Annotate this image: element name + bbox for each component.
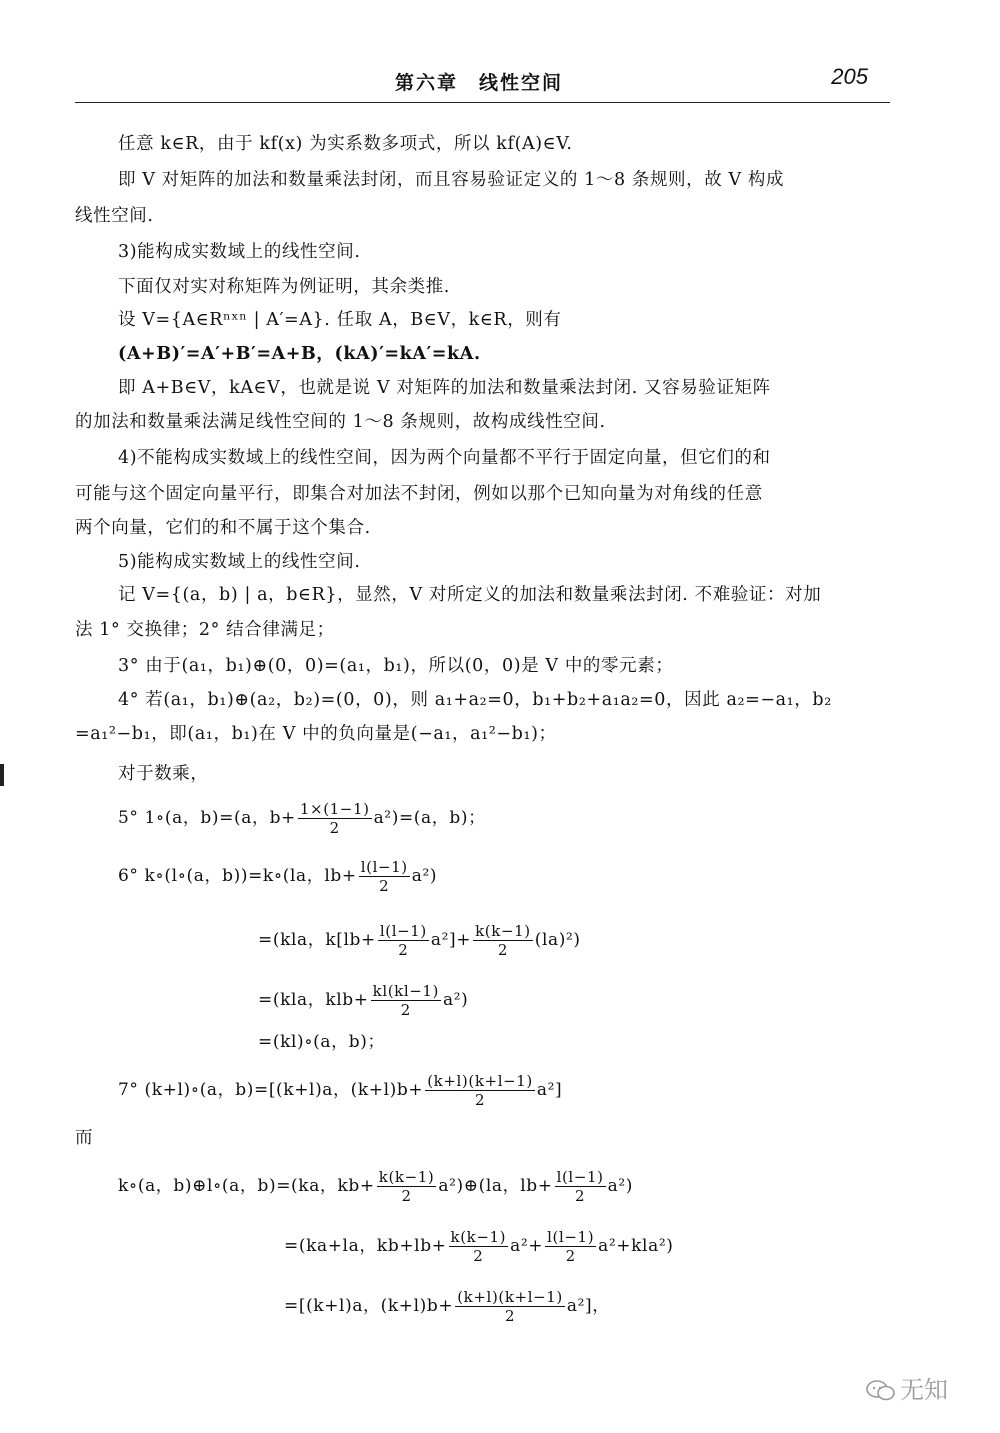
fraction-numerator: (k+l)(k+l−1): [427, 1072, 533, 1090]
math-text: k∘(a，b)⊕l∘(a，b)=(ka，kb+: [118, 1176, 375, 1196]
fraction: [473, 922, 533, 959]
math-text: a²)=(a，b)；: [373, 808, 486, 828]
fraction-numerator: k(k−1): [450, 1228, 507, 1246]
fraction-numerator: l(l−1): [556, 1168, 604, 1186]
math-text: 5° 1∘(a，b)=(a，b+: [118, 808, 296, 828]
math-text: a²): [607, 1176, 633, 1196]
text-line: 3° 由于(a₁，b₁)⊕(0，0)=(a₁，b₁)，所以(0，0)是 V 中的零元素；: [118, 656, 674, 676]
text-line: 4)不能构成实数域上的线性空间，因为两个向量都不平行于固定向量，但它们的和: [118, 448, 771, 468]
fraction-denominator: 2: [565, 1247, 576, 1265]
text-line: 法 1° 交换律；2° 结合律满足；: [75, 620, 335, 640]
text-line: 即 V 对矩阵的加法和数量乘法封闭，而且容易验证定义的 1～8 条规则，故 V 构成: [118, 170, 785, 190]
math-line-8c: [284, 1288, 610, 1325]
math-text: a²]+: [430, 930, 472, 950]
math-line-6c: [258, 982, 468, 1019]
fraction-denominator: 2: [497, 941, 508, 959]
text-line: 可能与这个固定向量平行，即集合对加法不封闭，例如以那个已知向量为对角线的任意: [75, 484, 763, 504]
fraction: [449, 1228, 509, 1265]
text-line: =a₁²−b₁，即(a₁，b₁)在 V 中的负向量是(−a₁，a₁²−b₁)；: [75, 724, 557, 744]
fraction: [377, 1168, 437, 1205]
text-line: (A+B)′=A′+B′=A+B，(kA)′=kA′=kA.: [118, 344, 481, 364]
math-line-6a: [118, 858, 437, 895]
math-text: 6° k∘(l∘(a，b))=k∘(la，lb+: [118, 866, 357, 886]
page-header: [75, 62, 890, 102]
text-line: 任意 k∈R，由于 kf(x) 为实系数多项式，所以 kf(A)∈V.: [118, 134, 573, 154]
fraction: [545, 1228, 596, 1265]
chat-bubble-icon: [866, 1380, 896, 1402]
text-line: 设 V={A∈Rⁿˣⁿ | A′=A}. 任取 A，B∈V，k∈R，则有: [118, 310, 562, 330]
text-line: 下面仅对实对称矩阵为例证明，其余类推.: [118, 277, 450, 297]
fraction-denominator: 2: [329, 819, 340, 837]
fraction: [298, 800, 372, 837]
text-line: 对于数乘，: [118, 764, 209, 784]
fraction-numerator: l(l−1): [547, 1228, 595, 1246]
page-number: 205: [831, 64, 868, 89]
header-rule: [75, 102, 890, 103]
fraction-denominator: 2: [401, 1187, 412, 1205]
fraction: [378, 922, 429, 959]
math-text: a²+: [510, 1236, 544, 1256]
fraction-numerator: l(l−1): [379, 922, 427, 940]
fraction-numerator: k(k−1): [378, 1168, 435, 1186]
math-text: a²+kla²): [598, 1236, 674, 1256]
fraction-denominator: 2: [473, 1247, 484, 1265]
fraction-numerator: 1×(1−1): [299, 800, 370, 818]
fraction: [425, 1072, 535, 1109]
text-line: 的加法和数量乘法满足线性空间的 1～8 条规则，故构成线性空间.: [75, 412, 606, 432]
math-line-6b: [258, 922, 581, 959]
watermark-text: 无知: [900, 1376, 948, 1404]
fraction-denominator: 2: [379, 877, 390, 895]
fraction-denominator: 2: [504, 1307, 516, 1325]
math-text: =(ka+la，kb+lb+: [284, 1236, 447, 1256]
text-line: 记 V={(a，b) | a，b∈R}，显然，V 对所定义的加法和数量乘法封闭. 不难验证：对加: [118, 585, 822, 605]
math-line-5: [118, 800, 486, 837]
text-line: 而: [75, 1128, 94, 1148]
math-text: a²]，: [566, 1296, 610, 1316]
text-line: 5)能构成实数域上的线性空间.: [118, 552, 361, 572]
math-text: =(kla，k[lb+: [258, 930, 376, 950]
text-line: 3)能构成实数域上的线性空间.: [118, 242, 361, 262]
math-text: a²]: [536, 1080, 563, 1100]
math-text: =[(k+l)a，(k+l)b+: [284, 1296, 454, 1316]
fraction-denominator: 2: [400, 1001, 411, 1019]
math-text: =(kla，klb+: [258, 990, 369, 1010]
fraction-numerator: k(k−1): [475, 922, 531, 940]
text-line: 4° 若(a₁，b₁)⊕(a₂，b₂)=(0，0)，则 a₁+a₂=0，b₁+b₂+a₁a₂=0，因此 a₂=−a₁，b₂: [118, 690, 832, 710]
fraction-denominator: 2: [398, 941, 409, 959]
fraction-numerator: l(l−1): [360, 858, 408, 876]
fraction: [455, 1288, 565, 1325]
fraction-numerator: (k+l)(k+l−1): [457, 1288, 563, 1306]
text-line: 两个向量，它们的和不属于这个集合.: [75, 518, 371, 538]
math-line-7: [118, 1072, 562, 1109]
chapter-title: 第六章 线性空间: [395, 72, 564, 94]
math-text: a²): [443, 990, 469, 1010]
math-line-8a: [118, 1168, 633, 1205]
margin-mark: [0, 764, 4, 786]
math-line-6d: =(kl)∘(a，b)；: [258, 1032, 386, 1052]
fraction: [371, 982, 441, 1019]
math-line-8b: [284, 1228, 673, 1265]
math-text: 7° (k+l)∘(a，b)=[(k+l)a，(k+l)b+: [118, 1080, 424, 1100]
watermark: [866, 1370, 948, 1405]
fraction-denominator: 2: [575, 1187, 586, 1205]
fraction-numerator: kl(kl−1): [372, 982, 440, 1000]
text-line: 线性空间.: [75, 206, 154, 226]
math-text: (la)²): [534, 930, 581, 950]
text-line: 即 A+B∈V，kA∈V，也就是说 V 对矩阵的加法和数量乘法封闭. 又容易验证矩阵: [118, 378, 771, 398]
math-text: a²)⊕(la，lb+: [438, 1176, 553, 1196]
math-text: a²): [411, 866, 438, 886]
fraction: [359, 858, 410, 895]
fraction: [555, 1168, 606, 1205]
fraction-denominator: 2: [474, 1091, 486, 1109]
